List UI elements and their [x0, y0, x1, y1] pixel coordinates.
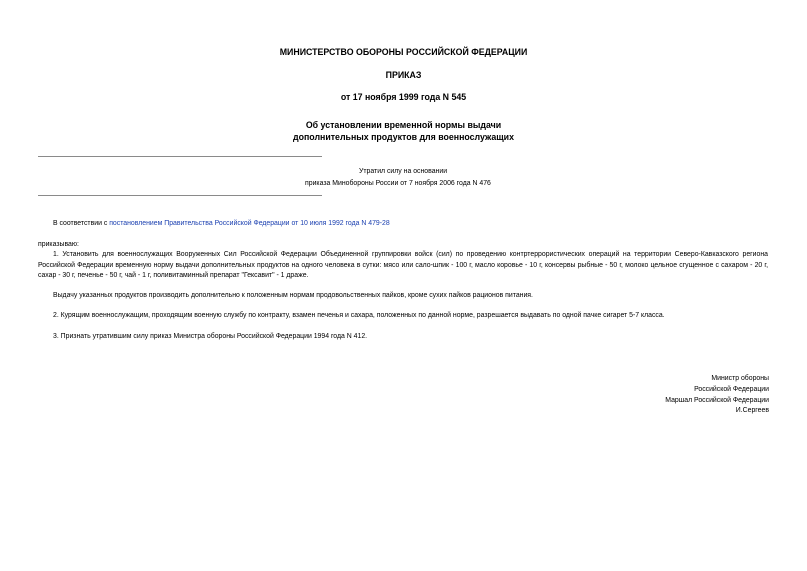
status-rule-top — [38, 156, 322, 157]
signature-block — [665, 374, 769, 417]
status-note-line-1: Утратил силу на основании — [359, 168, 448, 175]
status-note-line-2: приказа Минобороны России от 7 ноября 2006 года N 476 — [305, 180, 491, 187]
signature-line-3: Маршал Российской Федерации — [665, 396, 769, 404]
order-title: ПРИКАЗ — [385, 70, 422, 80]
signature-name: И.Сергеев — [735, 407, 769, 415]
signature-line-1: Министр обороны — [711, 375, 769, 382]
paragraph-2: 2. Курящим военнослужащим, проходящим военную службу по контракту, взамен печенья и сахара, положенных по данной норме, разрешается выдавать по одной пачке сигарет 5-7 класса. — [53, 312, 665, 319]
paragraph-3: 3. Признать утратившим силу приказ Министра обороны Российской Федерации 1994 года N 412. — [53, 333, 368, 340]
paragraph-1-supply: Выдачу указанных продуктов производить дополнительно к положенным нормам продовольственных пайков, кроме сухих пайков рационов питания. — [53, 292, 533, 299]
signature-line-2: Российской Федерации — [694, 385, 769, 393]
basis-prefix: В соответствии с — [53, 220, 110, 227]
order-verb: приказываю: — [38, 241, 79, 248]
ministry-title: МИНИСТЕРСТВО ОБОРОНЫ РОССИЙСКОЙ ФЕДЕРАЦИИ — [279, 47, 528, 57]
order-subject-line-2: дополнительных продуктов для военнослужащих — [293, 132, 514, 142]
order-subject-line-1: Об установлении временной нормы выдачи — [305, 120, 502, 130]
order-date-number: от 17 ноября 1999 года N 545 — [340, 92, 467, 102]
government-decree-link[interactable]: постановлением Правительства Российской Федерации от 10 июля 1992 года N 479-28 — [109, 220, 390, 227]
paragraph-1: 1. Установить для военнослужащих Вооруженных Сил Российской Федерации Объединенной группировки войск (сил) по проведению контртеррористических операций на территории Северо-Кавказского региона Российской Федерации временную норму выдачи дополнительных продуктов на одного человека в сутки: мясо или сало-шпик - 100 г, масло коровье - 10 г, консервы рыбные - 50 г, молоко цельное сгущенное с сахаром - 20 г, сахар - 30 г, печенье - 50 г, чай - 1 г, поливитаминный препарат "Гексавит" - 1 драже. — [38, 251, 768, 279]
status-rule-bottom — [38, 195, 322, 196]
basis-paragraph — [53, 219, 773, 230]
